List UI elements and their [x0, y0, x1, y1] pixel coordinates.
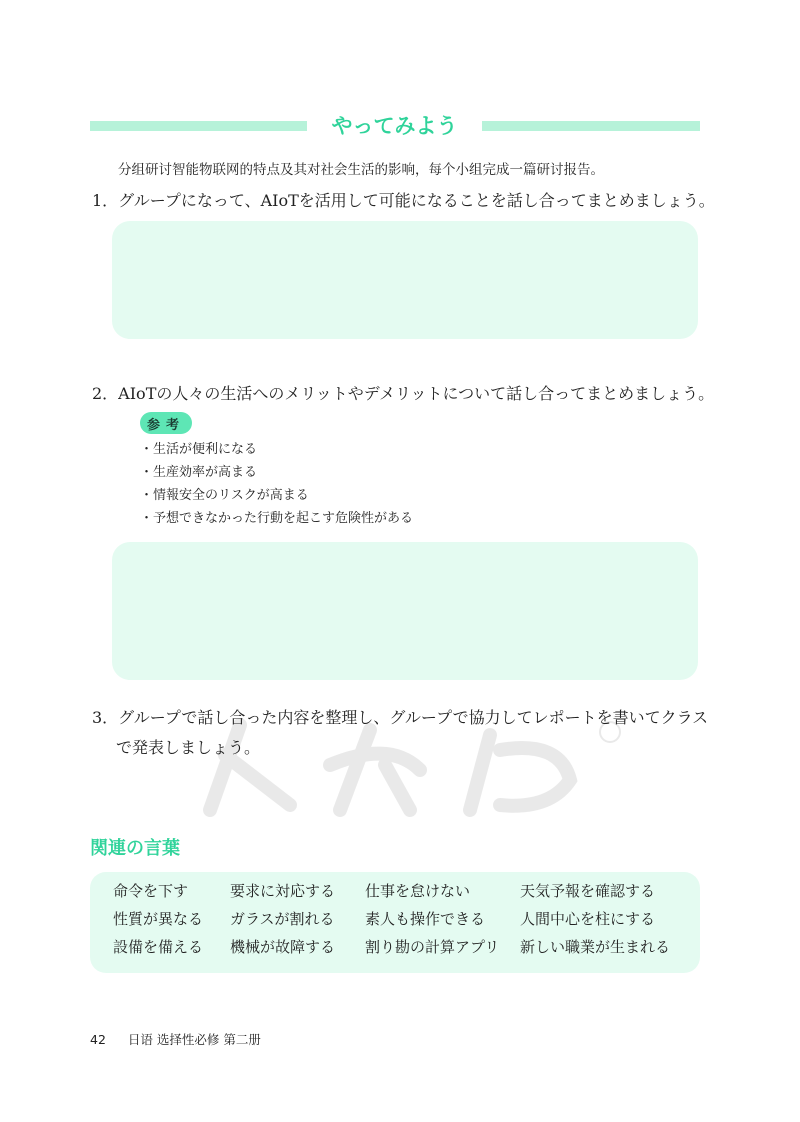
section-title: やってみよう — [331, 114, 458, 138]
question-1: 1．グループになって、AIoTを活用して可能になることを話し合ってまとめましょう。 — [92, 191, 715, 210]
phrase-item: 新しい職業が生まれる — [520, 938, 671, 956]
phrase-item: 命令を下す — [113, 882, 189, 900]
phrase-item: 割り勘の計算アプリ — [365, 938, 500, 956]
related-words-title: 関連の言葉 — [90, 838, 180, 859]
reference-list — [140, 438, 413, 530]
page-footer — [90, 1030, 261, 1048]
phrase-item: ガラスが割れる — [230, 910, 335, 928]
phrase-item: 人間中心を柱にする — [520, 910, 656, 928]
title-band-right — [482, 121, 700, 131]
phrase-item: 設備を備える — [113, 938, 204, 956]
phrase-item: 仕事を怠けない — [365, 882, 471, 900]
question-3-line-2: で発表しましょう。 — [116, 738, 261, 757]
question-3-line-1: 3．グループで話し合った内容を整理し、グループで協力してレポートを書いてクラス — [92, 708, 709, 727]
question-2: 2．AIoTの人々の生活へのメリットやデメリットについて話し合ってまとめましょう。 — [92, 384, 715, 403]
page-number: 42 — [90, 1032, 106, 1047]
question-3 — [92, 703, 712, 763]
intro-text: 分组研讨智能物联网的特点及其对社会生活的影响，每个小组完成一篇研讨报告。 — [118, 162, 604, 178]
phrase-item: 要求に対応する — [230, 882, 336, 900]
related-words-grid — [113, 880, 695, 964]
reference-badge: 参考 — [140, 412, 192, 434]
reference-item: ・生産効率が高まる — [140, 465, 258, 480]
reference-item: ・生活が便利になる — [140, 442, 258, 457]
reference-item: ・予想できなかった行動を起こす危険性がある — [140, 511, 414, 526]
answer-box-1[interactable] — [112, 221, 698, 339]
reference-item: ・情報安全のリスクが高まる — [140, 488, 309, 503]
book-title: 日语 选择性必修 第二册 — [127, 1032, 261, 1047]
title-band-left — [90, 121, 307, 131]
phrase-item: 素人も操作できる — [365, 910, 486, 928]
answer-box-2[interactable] — [112, 542, 698, 680]
phrase-item: 性質が異なる — [113, 910, 204, 928]
phrase-item: 機械が故障する — [230, 938, 336, 956]
phrase-item: 天気予報を確認する — [520, 882, 656, 900]
